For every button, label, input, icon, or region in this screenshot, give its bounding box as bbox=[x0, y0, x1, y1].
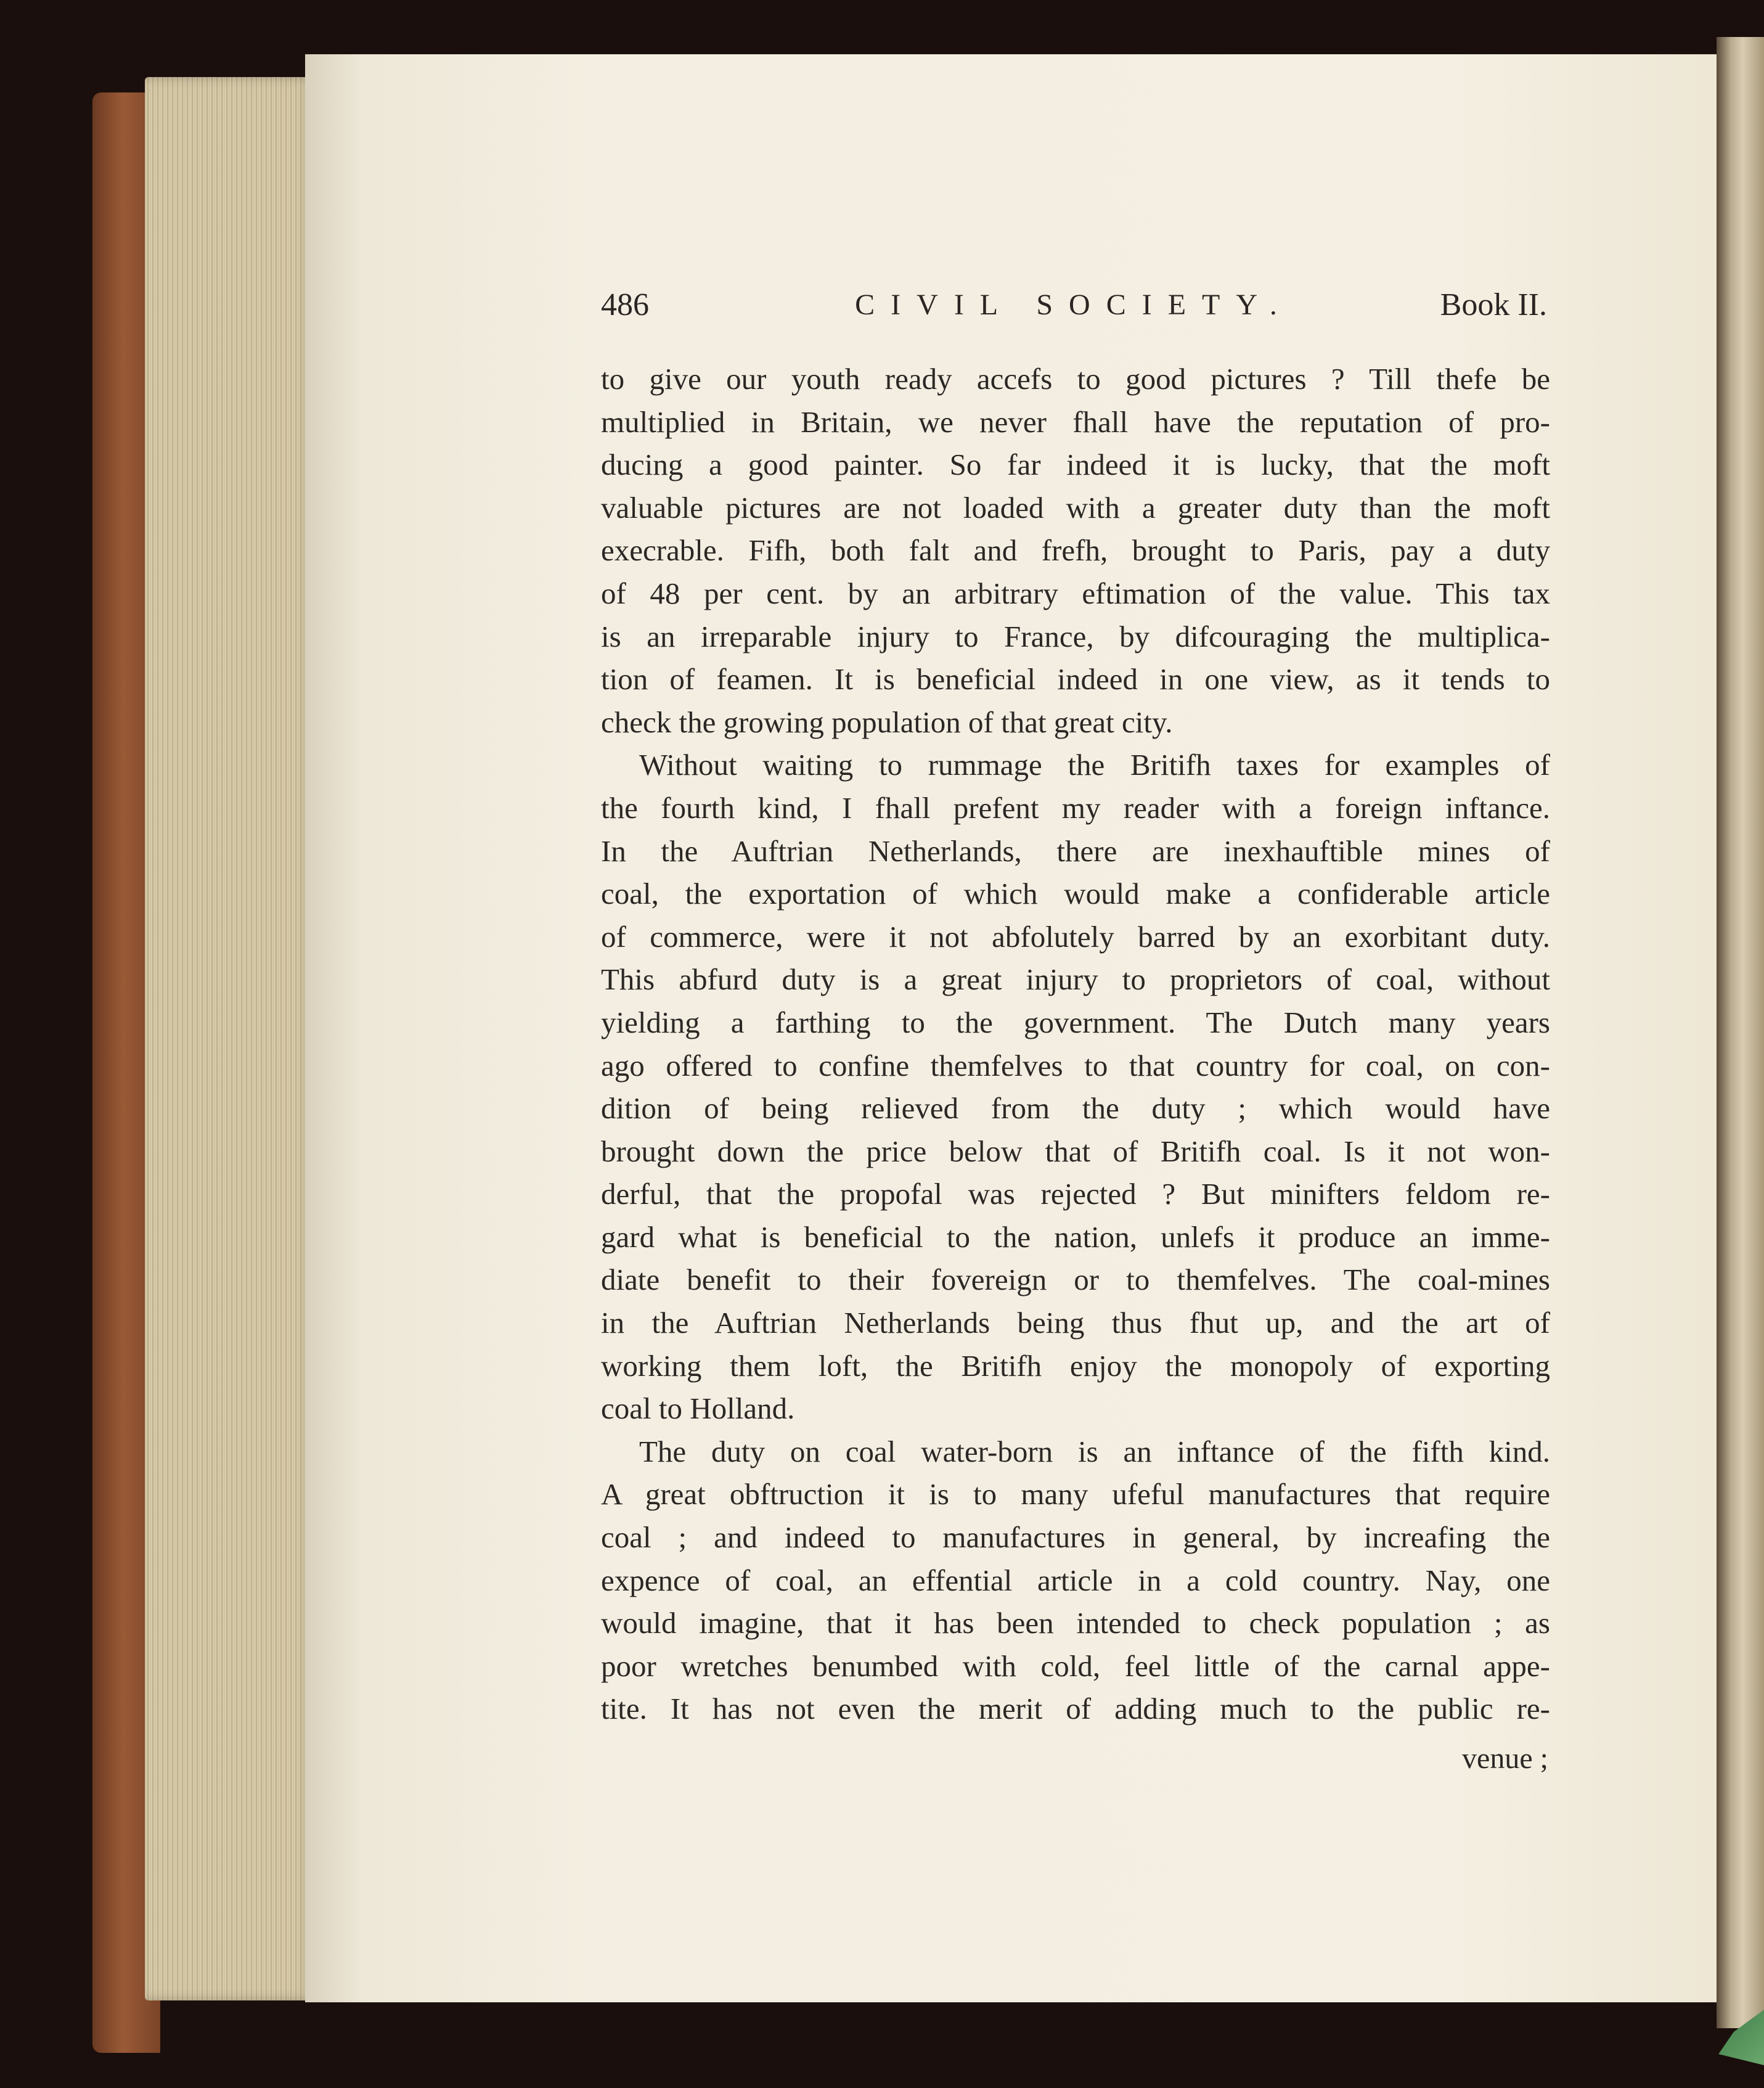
text-line: coal to Holland. bbox=[601, 1391, 795, 1426]
text-line: dition of being relieved from the duty ; which would have bbox=[601, 1091, 1550, 1126]
text-line: The duty on coal water-born is an inftance of the fifth kind. bbox=[639, 1434, 1550, 1468]
text-line: poor wretches benumbed with cold, feel little of the carnal appe- bbox=[601, 1648, 1550, 1683]
text-line: is an irreparable injury to France, by difcouraging the multiplica- bbox=[601, 619, 1550, 653]
running-title: CIVIL SOCIETY. bbox=[855, 289, 1293, 321]
text-line: A great obftruction it is to many ufeful manufactures that require bbox=[601, 1477, 1550, 1512]
text-line: valuable pictures are not loaded with a greater duty than the moft bbox=[601, 490, 1550, 525]
text-line: of 48 per cent. by an arbitrary eftimation of the value. This tax bbox=[601, 576, 1550, 610]
book-gutter bbox=[1717, 37, 1764, 2028]
text-line: Without waiting to rummage the Britifh taxes for examples of bbox=[639, 748, 1550, 782]
text-line: working them loft, the Britifh enjoy the monopoly of exporting bbox=[601, 1348, 1550, 1383]
text-line: In the Auftrian Netherlands, there are inexhauftible mines of bbox=[601, 833, 1550, 868]
page-header bbox=[601, 287, 1547, 330]
text-line: ducing a good painter. So far indeed it is lucky, that the moft bbox=[601, 448, 1550, 482]
text-line: gard what is beneficial to the nation, unlefs it produce an imme- bbox=[601, 1219, 1550, 1254]
text-line: expence of coal, an effential article in a cold country. Nay, one bbox=[601, 1563, 1550, 1597]
text-line: to give our youth ready accefs to good pictures ? Till thefe be bbox=[601, 362, 1550, 396]
text-line: This abfurd duty is a great injury to proprietors of coal, without bbox=[601, 962, 1550, 997]
page-edges bbox=[145, 77, 314, 2000]
text-line: tion of feamen. It is beneficial indeed in one view, as it tends to bbox=[601, 662, 1550, 697]
text-line: diate benefit to their fovereign or to themfelves. The coal-mines bbox=[601, 1263, 1550, 1297]
text-line: yielding a farthing to the government. The Dutch many years bbox=[601, 1005, 1550, 1039]
book-reference: Book II. bbox=[1440, 287, 1547, 322]
text-line: coal, the exportation of which would make a confiderable article bbox=[601, 877, 1550, 911]
text-line: execrable. Fifh, both falt and frefh, brought to Paris, pay a duty bbox=[601, 533, 1550, 568]
text-line: check the growing population of that great city. bbox=[601, 705, 1173, 739]
text-line: of commerce, were it not abfolutely barred by an exorbitant duty. bbox=[601, 919, 1550, 954]
text-line: brought down the price below that of Britifh coal. Is it not won- bbox=[601, 1134, 1550, 1168]
text-line: in the Auftrian Netherlands being thus fhut up, and the art of bbox=[601, 1306, 1550, 1340]
text-line: coal ; and indeed to manufactures in general, by increafing the bbox=[601, 1520, 1550, 1555]
text-line: multiplied in Britain, we never fhall have the reputation of pro- bbox=[601, 404, 1550, 439]
text-line: the fourth kind, I fhall prefent my reader with a foreign inftance. bbox=[601, 790, 1550, 825]
body-text bbox=[601, 358, 1550, 1730]
text-line: would imagine, that it has been intended to check population ; as bbox=[601, 1606, 1550, 1640]
text-line: tite. It has not even the merit of adding much to the public re- bbox=[601, 1692, 1550, 1726]
page-number: 486 bbox=[601, 287, 649, 322]
text-line: derful, that the propofal was rejected ? But minifters feldom re- bbox=[601, 1177, 1550, 1211]
text-line: ago offered to confine themfelves to that country for coal, on con- bbox=[601, 1048, 1550, 1083]
catchword: venue ; bbox=[1462, 1742, 1548, 1775]
